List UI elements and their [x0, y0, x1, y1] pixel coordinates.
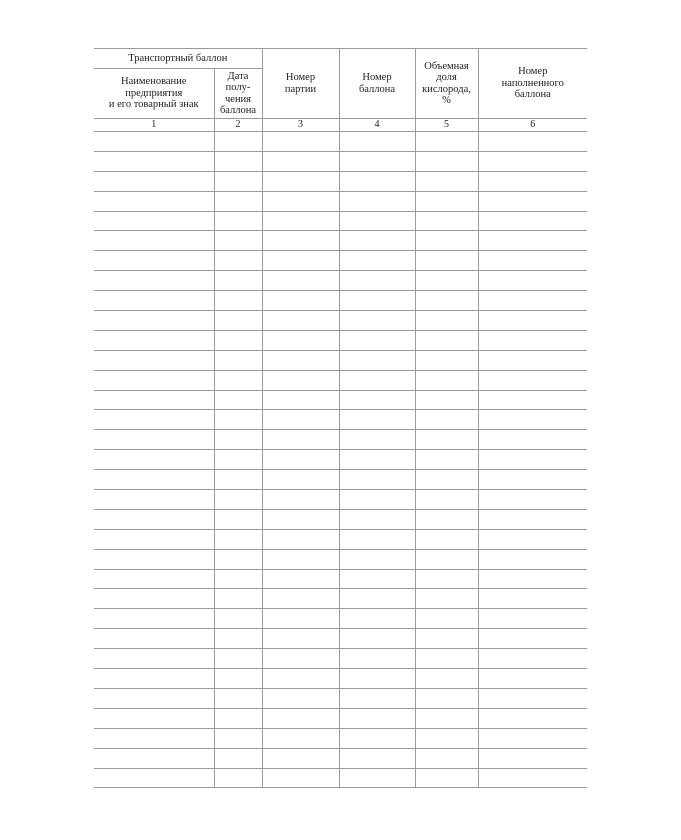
empty-cell [214, 509, 262, 529]
empty-cell [262, 470, 339, 490]
empty-cell [94, 311, 214, 331]
empty-cell [214, 171, 262, 191]
column-number: 4 [339, 119, 415, 132]
table-row [94, 311, 587, 331]
empty-cell [339, 529, 415, 549]
empty-cell [214, 569, 262, 589]
table-row [94, 549, 587, 569]
table-row [94, 132, 587, 152]
empty-cell [478, 330, 587, 350]
empty-cell [214, 370, 262, 390]
empty-cell [415, 589, 478, 609]
empty-cell [339, 768, 415, 788]
empty-cell [214, 529, 262, 549]
empty-cell [339, 191, 415, 211]
empty-cell [415, 151, 478, 171]
table-row [94, 171, 587, 191]
empty-cell [262, 728, 339, 748]
table-row [94, 728, 587, 748]
column-number: 2 [214, 119, 262, 132]
empty-cell [262, 688, 339, 708]
empty-cell [339, 271, 415, 291]
empty-cell [478, 708, 587, 728]
table-row [94, 211, 587, 231]
empty-cell [94, 271, 214, 291]
empty-cell [415, 271, 478, 291]
empty-cell [339, 629, 415, 649]
empty-cell [214, 450, 262, 470]
empty-cell [214, 728, 262, 748]
empty-cell [262, 609, 339, 629]
empty-cell [94, 211, 214, 231]
empty-cell [339, 291, 415, 311]
empty-cell [415, 231, 478, 251]
empty-cell [262, 251, 339, 271]
empty-cell [214, 271, 262, 291]
empty-cell [415, 748, 478, 768]
empty-cell [214, 390, 262, 410]
empty-cell [214, 231, 262, 251]
table-row [94, 768, 587, 788]
empty-cell [339, 669, 415, 689]
empty-cell [214, 768, 262, 788]
empty-cell [94, 470, 214, 490]
table-row [94, 231, 587, 251]
empty-cell [415, 470, 478, 490]
empty-cell [94, 291, 214, 311]
empty-cell [94, 708, 214, 728]
empty-cell [478, 271, 587, 291]
empty-cell [214, 470, 262, 490]
empty-cell [262, 509, 339, 529]
empty-cell [415, 211, 478, 231]
empty-cell [94, 171, 214, 191]
empty-cell [214, 132, 262, 152]
empty-cell [415, 529, 478, 549]
empty-cell [94, 330, 214, 350]
empty-cell [214, 291, 262, 311]
empty-cell [339, 350, 415, 370]
empty-cell [478, 748, 587, 768]
empty-cell [214, 430, 262, 450]
empty-cell [94, 629, 214, 649]
empty-cell [478, 132, 587, 152]
empty-cell [262, 450, 339, 470]
empty-cell [339, 549, 415, 569]
empty-cell [94, 768, 214, 788]
table-row [94, 529, 587, 549]
empty-cell [339, 430, 415, 450]
header-receipt-date: Дата полу- чения баллона [214, 69, 262, 119]
empty-cell [214, 708, 262, 728]
empty-cell [262, 151, 339, 171]
empty-cell [478, 728, 587, 748]
empty-cell [478, 629, 587, 649]
header-transport-cylinder: Транспортный баллон [94, 49, 262, 69]
empty-cell [478, 350, 587, 370]
empty-cell [415, 251, 478, 271]
empty-cell [415, 450, 478, 470]
table-row [94, 330, 587, 350]
empty-cell [214, 191, 262, 211]
empty-cell [415, 291, 478, 311]
column-number: 5 [415, 119, 478, 132]
table-row [94, 509, 587, 529]
empty-cell [262, 291, 339, 311]
empty-cell [415, 132, 478, 152]
empty-cell [478, 430, 587, 450]
header-row-group [94, 49, 587, 69]
empty-cell [478, 649, 587, 669]
empty-cell [339, 330, 415, 350]
column-number-row [94, 119, 587, 132]
empty-cell [339, 470, 415, 490]
empty-cell [415, 430, 478, 450]
empty-cell [339, 450, 415, 470]
empty-cell [262, 231, 339, 251]
empty-cell [262, 768, 339, 788]
empty-cell [478, 549, 587, 569]
empty-cell [339, 390, 415, 410]
empty-cell [415, 171, 478, 191]
empty-cell [339, 410, 415, 430]
empty-cell [94, 231, 214, 251]
cylinder-log-table [94, 48, 587, 788]
empty-cell [339, 509, 415, 529]
empty-cell [94, 132, 214, 152]
empty-cell [478, 450, 587, 470]
table-row [94, 688, 587, 708]
empty-cell [478, 171, 587, 191]
empty-cell [478, 589, 587, 609]
empty-cell [262, 330, 339, 350]
empty-cell [262, 211, 339, 231]
empty-cell [478, 470, 587, 490]
empty-cell [262, 549, 339, 569]
empty-cell [262, 430, 339, 450]
empty-cell [478, 251, 587, 271]
header-cylinder-number: Номер баллона [339, 49, 415, 119]
empty-cell [478, 311, 587, 331]
empty-cell [478, 231, 587, 251]
table-row [94, 490, 587, 510]
empty-cell [478, 609, 587, 629]
empty-cell [214, 350, 262, 370]
empty-cell [94, 191, 214, 211]
empty-cell [262, 529, 339, 549]
empty-cell [415, 330, 478, 350]
empty-cell [339, 132, 415, 152]
table-row [94, 629, 587, 649]
empty-cell [339, 649, 415, 669]
empty-cell [478, 669, 587, 689]
empty-cell [94, 728, 214, 748]
empty-cell [339, 569, 415, 589]
table-row [94, 609, 587, 629]
empty-cell [262, 649, 339, 669]
empty-cell [478, 529, 587, 549]
empty-cell [214, 549, 262, 569]
empty-cell [262, 669, 339, 689]
empty-cell [214, 251, 262, 271]
table-row [94, 410, 587, 430]
empty-cell [94, 569, 214, 589]
table-row [94, 569, 587, 589]
empty-cell [94, 390, 214, 410]
empty-cell [415, 311, 478, 331]
table-row [94, 649, 587, 669]
empty-cell [94, 649, 214, 669]
empty-cell [339, 171, 415, 191]
empty-cell [415, 669, 478, 689]
empty-cell [214, 211, 262, 231]
table-row [94, 271, 587, 291]
empty-cell [214, 330, 262, 350]
empty-cell [262, 271, 339, 291]
empty-cell [339, 748, 415, 768]
empty-cell [339, 211, 415, 231]
table-row [94, 450, 587, 470]
empty-cell [262, 191, 339, 211]
table-row [94, 708, 587, 728]
empty-cell [214, 410, 262, 430]
empty-cell [415, 609, 478, 629]
empty-cell [214, 490, 262, 510]
empty-cell [262, 370, 339, 390]
empty-cell [214, 669, 262, 689]
header-enterprise-name: Наименование предприятия и его товарный знак [94, 69, 214, 119]
table-row [94, 748, 587, 768]
table-body [94, 132, 587, 788]
table-row [94, 191, 587, 211]
empty-cell [415, 708, 478, 728]
empty-cell [415, 370, 478, 390]
empty-cell [339, 688, 415, 708]
empty-cell [339, 728, 415, 748]
empty-cell [262, 171, 339, 191]
empty-cell [478, 490, 587, 510]
empty-cell [214, 688, 262, 708]
empty-cell [94, 410, 214, 430]
empty-cell [262, 311, 339, 331]
empty-cell [339, 251, 415, 271]
empty-cell [415, 768, 478, 788]
empty-cell [339, 490, 415, 510]
empty-cell [262, 490, 339, 510]
empty-cell [478, 390, 587, 410]
empty-cell [339, 609, 415, 629]
empty-cell [94, 490, 214, 510]
empty-cell [94, 430, 214, 450]
empty-cell [415, 191, 478, 211]
column-number: 6 [478, 119, 587, 132]
empty-cell [262, 410, 339, 430]
table-row [94, 430, 587, 450]
empty-cell [415, 688, 478, 708]
empty-cell [415, 649, 478, 669]
empty-cell [94, 509, 214, 529]
empty-cell [478, 211, 587, 231]
header-batch-number: Номер партии [262, 49, 339, 119]
empty-cell [94, 529, 214, 549]
column-number: 3 [262, 119, 339, 132]
empty-cell [339, 311, 415, 331]
table-row [94, 291, 587, 311]
empty-cell [415, 410, 478, 430]
header-filled-cylinder-number: Номер наполненного баллона [478, 49, 587, 119]
empty-cell [94, 251, 214, 271]
table-header [94, 49, 587, 132]
table-row [94, 370, 587, 390]
table-row [94, 251, 587, 271]
empty-cell [339, 589, 415, 609]
empty-cell [214, 311, 262, 331]
empty-cell [94, 549, 214, 569]
table-row [94, 350, 587, 370]
empty-cell [262, 589, 339, 609]
empty-cell [415, 509, 478, 529]
empty-cell [415, 629, 478, 649]
empty-cell [478, 509, 587, 529]
empty-cell [214, 748, 262, 768]
empty-cell [478, 291, 587, 311]
header-oxygen-fraction: Объемная доля кислорода, % [415, 49, 478, 119]
empty-cell [415, 390, 478, 410]
table-row [94, 390, 587, 410]
empty-cell [94, 609, 214, 629]
empty-cell [94, 370, 214, 390]
empty-cell [415, 569, 478, 589]
empty-cell [478, 370, 587, 390]
empty-cell [214, 649, 262, 669]
empty-cell [94, 151, 214, 171]
empty-cell [415, 549, 478, 569]
table-row [94, 669, 587, 689]
empty-cell [478, 688, 587, 708]
column-number: 1 [94, 119, 214, 132]
empty-cell [214, 609, 262, 629]
table-row [94, 470, 587, 490]
empty-cell [415, 350, 478, 370]
empty-cell [94, 350, 214, 370]
empty-cell [478, 410, 587, 430]
empty-cell [214, 589, 262, 609]
empty-cell [214, 629, 262, 649]
empty-cell [94, 669, 214, 689]
empty-cell [262, 569, 339, 589]
empty-cell [94, 589, 214, 609]
empty-cell [262, 350, 339, 370]
empty-cell [262, 708, 339, 728]
empty-cell [415, 728, 478, 748]
empty-cell [478, 569, 587, 589]
empty-cell [94, 748, 214, 768]
empty-cell [339, 370, 415, 390]
empty-cell [415, 490, 478, 510]
empty-cell [339, 151, 415, 171]
empty-cell [478, 191, 587, 211]
empty-cell [339, 708, 415, 728]
empty-cell [339, 231, 415, 251]
empty-cell [262, 748, 339, 768]
empty-cell [478, 151, 587, 171]
empty-cell [214, 151, 262, 171]
table-row [94, 589, 587, 609]
empty-cell [94, 688, 214, 708]
empty-cell [94, 450, 214, 470]
table-row [94, 151, 587, 171]
empty-cell [262, 390, 339, 410]
empty-cell [262, 629, 339, 649]
empty-cell [478, 768, 587, 788]
empty-cell [262, 132, 339, 152]
